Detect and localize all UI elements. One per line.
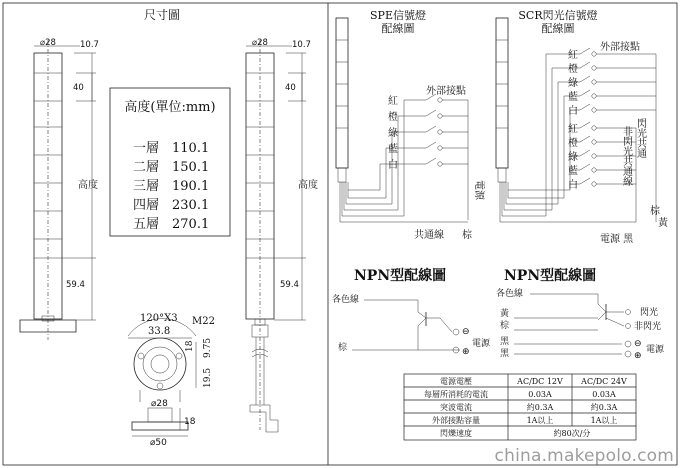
dim-975: 9.75 <box>203 337 213 358</box>
spe-brown-label: 棕 <box>462 230 472 241</box>
scr-yellow-label: 黃 <box>658 218 668 229</box>
npn-left-each-color: 各色線 <box>332 295 360 305</box>
dim-dia-base-top: ⌀28 <box>151 399 168 409</box>
spec-cell: 1A以上 <box>590 416 618 425</box>
npn-right-black1: 黑 <box>500 337 510 347</box>
spe-color-label: 橙 <box>388 112 398 123</box>
spe-external-label: 外部接點 <box>426 86 466 97</box>
dim-dia-top: ⌀28 <box>40 38 56 48</box>
spec-cell: 每層所消耗的電流 <box>424 390 488 399</box>
spec-cell: 約80次/分 <box>553 429 591 438</box>
spec-header-cell: AC/DC 12V <box>517 377 563 386</box>
scr-tower <box>496 18 508 182</box>
spec-cell: 閃爍速度 <box>440 429 472 438</box>
npn-right-flash: 閃光 <box>640 308 659 318</box>
npn-right-plus: ⊕ <box>634 351 642 361</box>
height-table-header: 高度(單位:mm) <box>124 100 216 115</box>
height-row-label: 三層 <box>133 179 160 194</box>
height-row-value: 150.1 <box>172 160 210 175</box>
scr-color-label: 橙 <box>568 64 578 75</box>
npn-right-each-color: 各色線 <box>496 289 524 299</box>
spe-tower <box>336 18 348 182</box>
watermark: china.makepolo.com <box>494 446 674 466</box>
dim-thread: M22 <box>192 316 215 327</box>
npn-right-power: 電源 <box>646 345 665 355</box>
spec-cell: 外部接點容量 <box>432 416 480 425</box>
dim-dia-top-right: ⌀28 <box>252 38 268 48</box>
dim-base-thickness: 18 <box>184 417 196 427</box>
dim-angle: 120°X3 <box>140 313 178 324</box>
dim-base-height: 59.4 <box>66 280 85 290</box>
spe-title-line1: SPE信號燈 <box>370 9 426 22</box>
height-row-label: 四層 <box>133 198 160 213</box>
dim-offset-right: 10.7 <box>292 40 311 50</box>
spe-power-label: 電源 <box>473 180 484 200</box>
spec-header-cell: AC/DC 24V <box>581 377 627 386</box>
dim-height-label: 高度 <box>78 180 98 191</box>
dim-18-top: 18 <box>185 340 195 352</box>
scr-non-flash-common-label: 非閃光共通線 <box>620 126 632 186</box>
height-row-value: 270.1 <box>172 217 210 232</box>
dim-offset: 10.7 <box>80 40 99 50</box>
npn-left-plus: ⊕ <box>462 347 470 357</box>
spe-title-line2: 配線圖 <box>381 22 415 35</box>
npn-left-brown: 棕 <box>338 343 348 353</box>
npn-right-minus: ⊖ <box>634 339 642 349</box>
height-row-value: 190.1 <box>172 179 210 194</box>
dim-hole: 33.8 <box>148 326 171 337</box>
spe-wires <box>340 94 468 222</box>
dimension-title: 尺寸圖 <box>143 8 181 22</box>
spec-cell: 1A以上 <box>526 416 554 425</box>
scr-power-black-label: 電源 黑 <box>600 234 634 245</box>
scr-color-label: 綠 <box>568 152 578 163</box>
scr-flash-common-label: 閃光共通 <box>634 118 646 158</box>
height-row-label: 二層 <box>133 160 160 175</box>
scr-external-label: 外部接點 <box>600 42 640 53</box>
dim-195: 19.5 <box>203 367 213 388</box>
scr-color-label: 紅 <box>568 124 578 135</box>
dim-seg-height: 40 <box>73 83 84 93</box>
npn-right-non-flash: 非閃光 <box>634 322 662 332</box>
height-row-value: 110.1 <box>172 141 210 156</box>
npn-right-brown: 棕 <box>500 321 510 331</box>
scr-title-line2: 配線圖 <box>541 22 575 35</box>
height-row-label: 一層 <box>133 141 160 156</box>
spec-header-cell: 電源電壓 <box>440 377 472 386</box>
spec-cell: 突波電流 <box>440 403 472 412</box>
spec-cell: 約0.3A <box>590 403 618 412</box>
spec-cell: 約0.3A <box>526 403 554 412</box>
dim-base-height-right: 59.4 <box>280 280 299 290</box>
scr-color-label: 白 <box>568 180 578 191</box>
spe-color-label: 白 <box>388 160 398 171</box>
height-row-value: 230.1 <box>172 198 210 213</box>
spe-color-label: 綠 <box>388 128 398 139</box>
scr-brown-label: 棕 <box>650 206 660 217</box>
base-side-view <box>132 408 188 436</box>
npn-left-minus: ⊖ <box>462 327 470 337</box>
spec-cell: 0.03A <box>528 390 552 399</box>
spe-color-label: 藍 <box>388 144 398 155</box>
spe-color-label: 紅 <box>388 96 398 107</box>
dim-height-label-right: 高度 <box>298 180 318 191</box>
npn-right-circuit <box>514 294 631 357</box>
dim-dia-base: ⌀50 <box>150 438 167 448</box>
npn-right-yellow: 黃 <box>500 309 510 319</box>
scr-wires <box>500 48 656 222</box>
scr-color-label: 藍 <box>568 166 578 177</box>
scr-color-label: 藍 <box>568 92 578 103</box>
height-table-rows <box>133 141 209 232</box>
npn-left-power: 電源 <box>472 339 491 349</box>
spec-cell: 0.03A <box>592 390 616 399</box>
npn-right-black2: 黑 <box>500 349 510 359</box>
right-tower <box>246 40 306 432</box>
npn-left-title: NPN型配線圖 <box>354 268 447 284</box>
dim-seg-height-right: 40 <box>285 83 296 93</box>
scr-color-label: 白 <box>568 106 578 117</box>
scr-title-line1: SCR閃光信號燈 <box>518 9 598 22</box>
npn-left-circuit <box>352 300 460 353</box>
scr-color-label: 綠 <box>568 78 578 89</box>
npn-right-title: NPN型配線圖 <box>504 268 597 284</box>
height-row-label: 五層 <box>133 217 160 232</box>
scr-color-label: 紅 <box>568 50 578 61</box>
spe-common-label: 共通線 <box>414 230 444 241</box>
scr-color-label: 橙 <box>568 138 578 149</box>
